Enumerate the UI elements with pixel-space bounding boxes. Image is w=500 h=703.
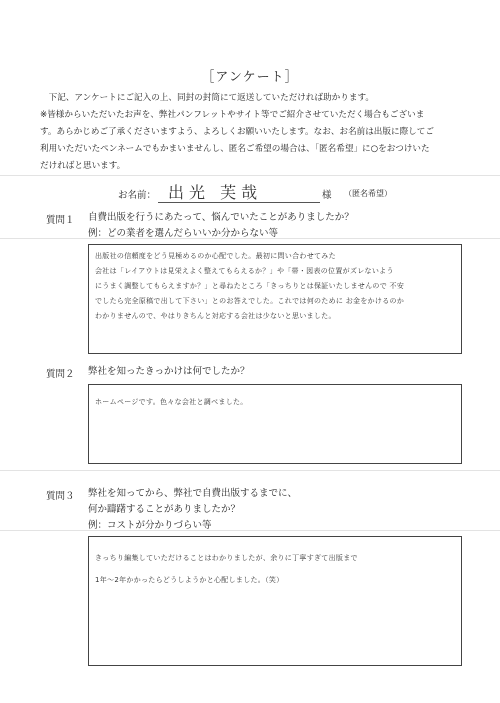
question-3-number: 質問３ (46, 491, 75, 502)
answer-line: にうまく調整してもらえますか？」と尋ねたところ「きっちりとは保証いたしませんので 不安 (95, 282, 405, 290)
question-3-answer (95, 541, 455, 591)
question-1-answer (95, 249, 455, 324)
question-1-text (88, 210, 354, 242)
intro-line: 利用いただいたペンネームでもかまいませんし、匿名ご希望の場合は、「匿名希望」に○をおつけいた (40, 144, 430, 154)
name-suffix: 様 (322, 190, 332, 201)
question-2-text (88, 364, 250, 380)
intro-line: 下記、アンケートにご記入の上、同封の封筒にて返送していただければ助かります。 (48, 93, 374, 103)
question-example: 例：どの業者を選んだらいいか分からない等 (88, 228, 279, 239)
answer-line: 会社は「レイアウトは見栄えよく整えてもらえるか？」や「帯・図表の位置がズレないよう (95, 267, 394, 275)
anonymous-option[interactable]: （匿名希望） (344, 189, 392, 198)
intro-line: す。あらかじめご了承くださいますよう、よろしくお願いいたします。なお、お名前は出版に際してご (40, 127, 434, 137)
answer-line: きっちり編集していただけることはわかりましたが、余りに丁寧すぎて出版まで (95, 554, 358, 562)
question-2-answer (95, 389, 455, 410)
question-3-text (88, 486, 297, 534)
answer-line: 出版社の信頼度をどう見極めるのか心配でした。最初に問い合わせてみた (95, 252, 336, 260)
question-1-answer-box[interactable] (88, 244, 462, 354)
question-3-answer-box[interactable] (88, 536, 462, 666)
survey-title: ［アンケート］ (201, 70, 299, 85)
question-example: 例：コストが分かりづらい等 (88, 520, 212, 531)
name-field[interactable]: 出光 芙哉 (168, 183, 263, 202)
question-2-number: 質問２ (46, 369, 75, 380)
question-line: 自費出版を行うにあたって、悩んでいたことがありましたか？ (88, 212, 354, 223)
name-label: お名前： (118, 190, 157, 201)
question-line: 弊社を知ってから、弊社で自費出版するまでに、 (88, 488, 298, 499)
question-line: 何か躊躇することがありましたか？ (88, 504, 241, 515)
name-underline (158, 202, 320, 203)
fold-line-3 (0, 470, 500, 471)
fold-line-1 (0, 175, 500, 176)
intro-line: ※皆様からいただいたお声を、弊社パンフレットやサイト等でご紹介させていただく場合もございま (40, 110, 425, 120)
question-line: 弊社を知ったきっかけは何でしたか？ (88, 366, 250, 377)
answer-line: ホームページです。色々な会社と調べました。 (95, 398, 248, 406)
answer-line: でしたら完全原稿で出して下さい」とのお答えでした。これでは何のために お金をかけるのか (95, 297, 405, 305)
answer-line: 1年～2年かかったらどうしようかと心配しました。（笑） (95, 576, 284, 584)
answer-line: わかりませんので、やはりきちんと対応する会社は少ないと思いました。 (95, 312, 336, 320)
question-1-number: 質問１ (46, 215, 75, 226)
intro-line: だければと思います。 (40, 161, 126, 171)
survey-intro (40, 90, 470, 175)
name-row (0, 180, 500, 210)
question-2-answer-box[interactable] (88, 384, 462, 464)
